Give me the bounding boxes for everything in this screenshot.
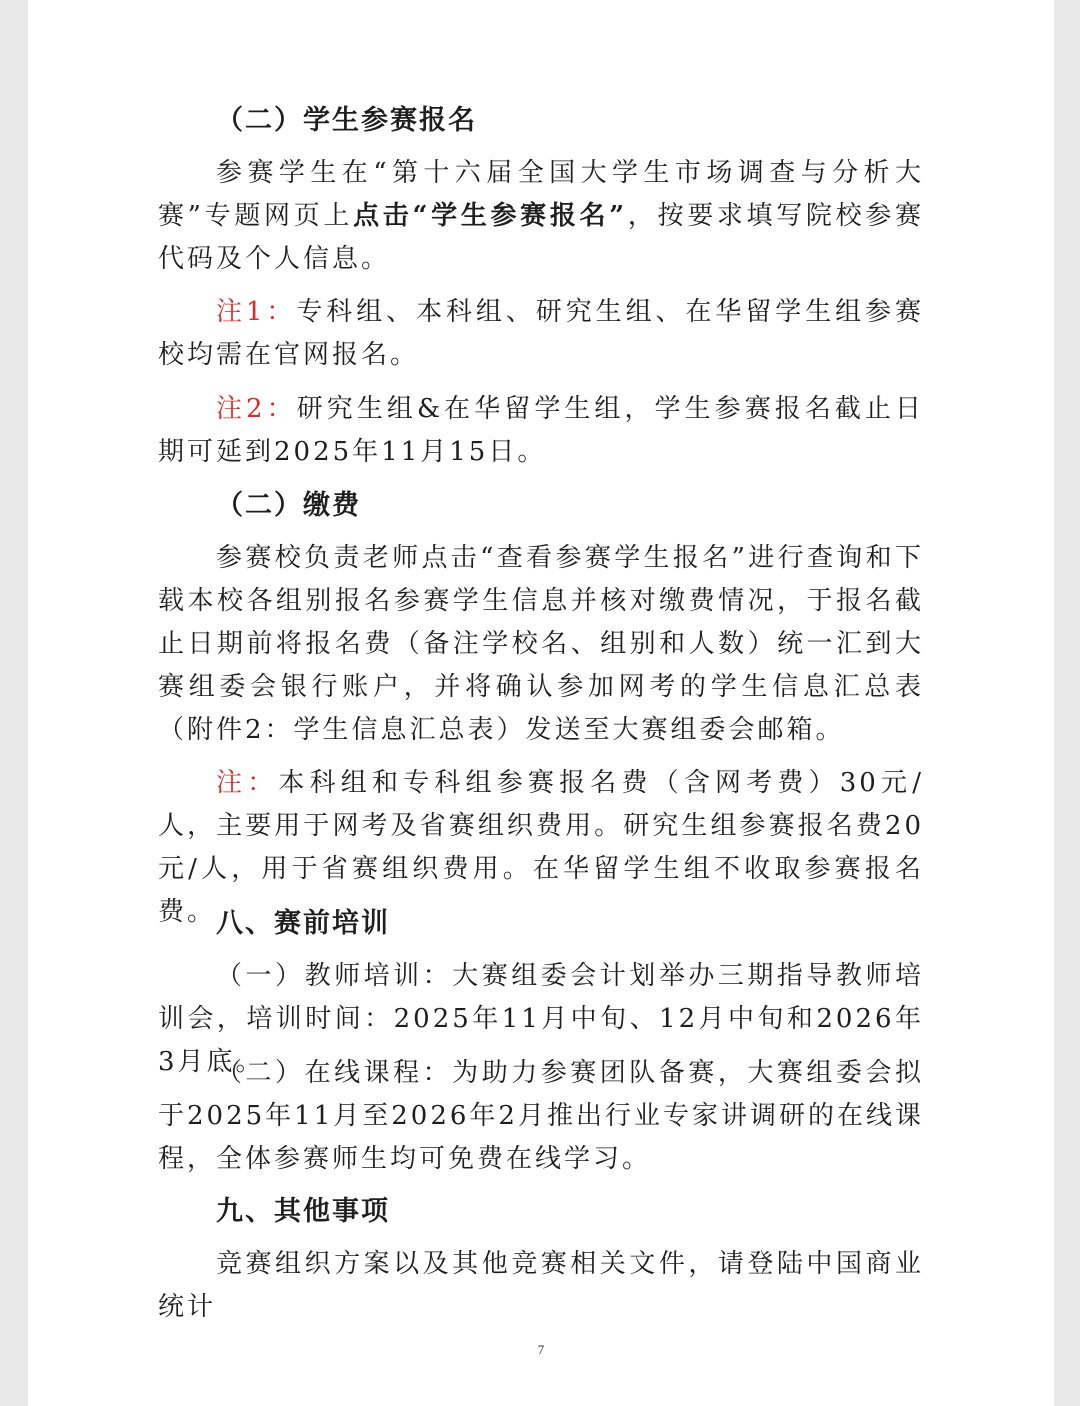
section-heading-student-signup: （二）学生参赛报名 <box>216 105 477 136</box>
signup-text-c: ，按要求填写院校参赛代码及个人信息。 <box>158 201 924 274</box>
document-page <box>28 0 1054 1406</box>
online-course-paragraph: （二）在线课程：为助力参赛团队备赛，大赛组委会拟于2025年11月至2026年2月推出行业专家讲调研的在线课程，全体参赛师生均可免费在线学习。 <box>158 1058 924 1174</box>
teacher-training-paragraph: （一）教师培训：大赛组委会计划举办三期指导教师培训会，培训时间：2025年11月中旬、12月中旬和2026年3月底。 <box>158 961 924 1077</box>
section-heading-training: 八、赛前培训 <box>216 908 390 939</box>
page-number: 7 <box>537 1342 545 1357</box>
section-heading-other: 九、其他事项 <box>216 1196 390 1227</box>
fee-paragraph: 参赛校负责老师点击“查看参赛学生报名”进行查询和下载本校各组别报名参赛学生信息并核对缴费情况，于报名截止日期前将报名费（备注学校名、组别和人数）统一汇到大赛组委会银行账户，并将确认参加网考的学生信息汇总表（附件2：学生信息汇总表）发送至大赛组委会邮箱。 <box>158 543 924 745</box>
other-paragraph: 竞赛组织方案以及其他竞赛相关文件，请登陆中国商业统计 <box>158 1249 924 1322</box>
note2-text: 研究生组&在华留学生组，学生参赛报名截止日期可延到2025年11月15日。 <box>158 394 924 467</box>
fee-note-label: 注： <box>216 768 279 798</box>
fee-note-text: 本科组和专科组参赛报名费（含网考费）30元/人，主要用于网考及省赛组织费用。研究生组参赛报名费20元/人，用于省赛组织费用。在华留学生组不收取参赛报名费。 <box>158 768 924 927</box>
signup-text-bold: 点击“学生参赛报名” <box>353 201 628 231</box>
section-heading-fee: （二）缴费 <box>216 490 361 521</box>
note1-text: 专科组、本科组、研究生组、在华留学生组参赛校均需在官网报名。 <box>158 297 924 370</box>
signup-text-a: 参赛学生在“第十六届全国大学生市场调查与分析大赛”专题网页上 <box>158 158 924 231</box>
note1-paragraph <box>158 291 924 377</box>
signup-paragraph <box>158 152 924 281</box>
note2-label: 注2： <box>216 394 297 424</box>
note1-label: 注1： <box>216 297 297 327</box>
note2-paragraph <box>158 388 924 474</box>
